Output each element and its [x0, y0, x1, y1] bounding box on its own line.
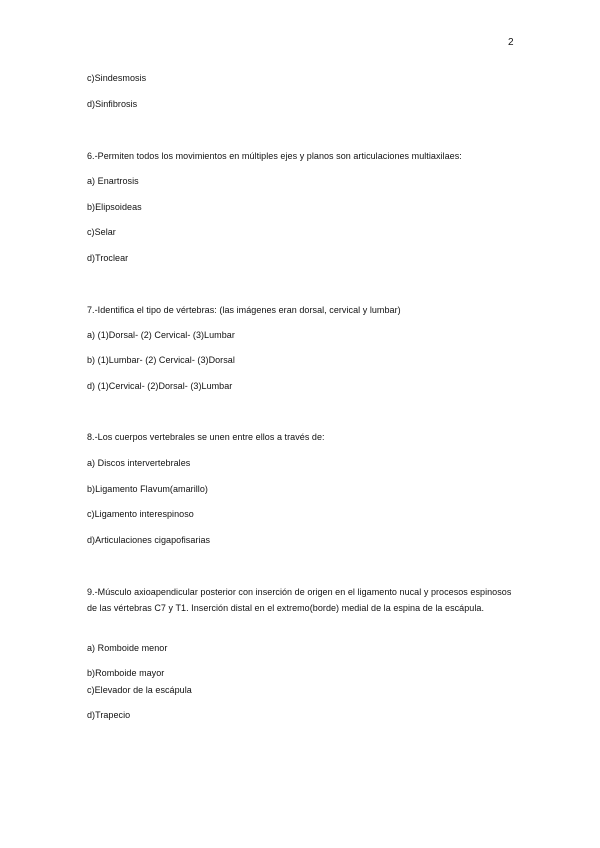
- question-8-option-d: d)Articulaciones cigapofisarias: [87, 535, 211, 545]
- question-6-option-b: b)Elipsoideas: [87, 202, 142, 212]
- option-c-sindesmosis: c)Sindesmosis: [87, 73, 147, 83]
- question-7-option-b: b) (1)Lumbar- (2) Cervical- (3)Dorsal: [87, 355, 235, 365]
- question-6-text: 6.-Permiten todos los movimientos en múltiples ejes y planos son articulaciones multiaxilaes:: [87, 151, 462, 161]
- question-9-option-b: b)Romboide mayor: [87, 668, 165, 678]
- question-7-option-d: d) (1)Cervical- (2)Dorsal- (3)Lumbar: [87, 381, 233, 391]
- option-d-sinfibrosis: d)Sinfibrosis: [87, 99, 138, 109]
- question-8-option-a: a) Discos intervertebrales: [87, 458, 191, 468]
- question-6-option-a: a) Enartrosis: [87, 176, 139, 186]
- question-9-option-c: c)Elevador de la escápula: [87, 685, 192, 695]
- question-8-option-b: b)Ligamento Flavum(amarillo): [87, 484, 208, 494]
- page-number: 2: [508, 37, 514, 48]
- question-6-option-d: d)Troclear: [87, 253, 129, 263]
- question-8-text: 8.-Los cuerpos vertebrales se unen entre ellos a través de:: [87, 432, 325, 442]
- question-8-option-c: c)Ligamento interespinoso: [87, 509, 194, 519]
- question-7-text: 7.-Identifica el tipo de vértebras: (las imágenes eran dorsal, cervical y lumbar): [87, 305, 401, 315]
- question-9-option-d: d)Trapecio: [87, 710, 131, 720]
- question-9-text: 9.-Músculo axioapendicular posterior con inserción de origen en el ligamento nucal y procesos espinosos de las vértebras C7 y T1. Inserción distal en el extremo(borde) medial de la espina de la escápula.: [87, 587, 512, 613]
- question-9-option-a: a) Romboide menor: [87, 643, 168, 653]
- question-7-option-a: a) (1)Dorsal- (2) Cervical- (3)Lumbar: [87, 330, 235, 340]
- question-6-option-c: c)Selar: [87, 227, 116, 237]
